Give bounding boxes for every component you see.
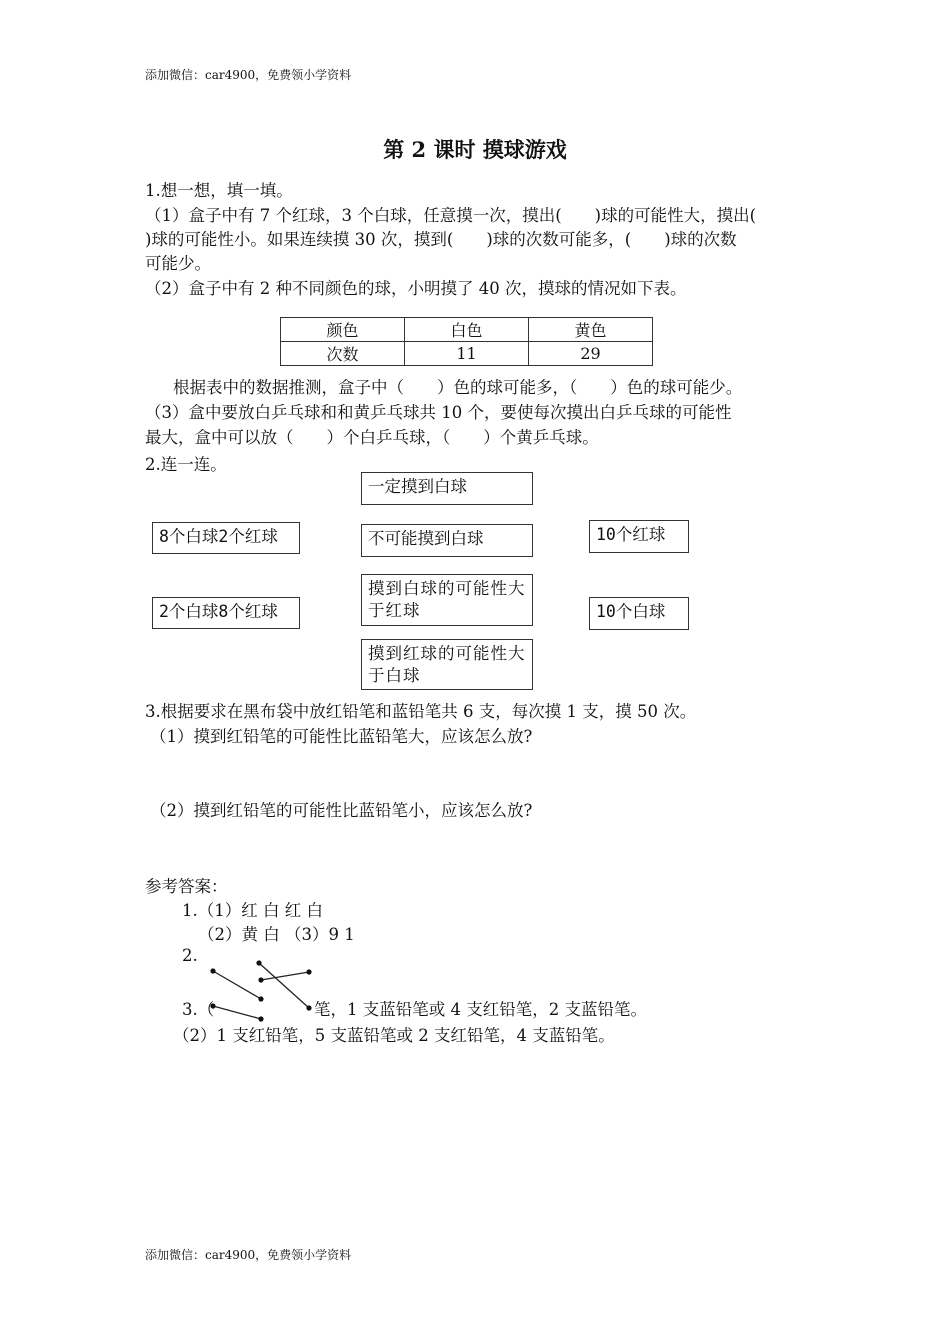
- q3-part1: （1）摸到红铅笔的可能性比蓝铅笔大，应该怎么放?: [150, 727, 533, 746]
- match-line: [213, 971, 261, 999]
- q1-part2-inference: 根据表中的数据推测，盒子中（ ）色的球可能多，（ ）色的球可能少。: [173, 378, 743, 397]
- frequency-table: [280, 317, 653, 366]
- match-box-red-more-likely: 摸到红球的可能性大于白球: [361, 639, 533, 690]
- match-dot: [258, 1016, 263, 1021]
- page-title: 第 2 课时 摸球游戏: [383, 137, 567, 162]
- match-dot: [306, 969, 311, 974]
- table-header-cell: 白色: [405, 318, 529, 342]
- table-cell: 11: [405, 342, 529, 366]
- q3-part2: （2）摸到红铅笔的可能性比蓝铅笔小，应该怎么放?: [150, 801, 533, 820]
- match-box-impossible-white: 不可能摸到白球: [361, 524, 533, 557]
- q3-heading: 3.根据要求在黑布袋中放红铅笔和蓝铅笔共 6 支，每次摸 1 支，摸 50 次。: [145, 702, 697, 721]
- q1-part3-line2: 最大，盒中可以放（ ）个白乒乓球，（ ）个黄乒乓球。: [145, 428, 599, 447]
- answer-1-line1: 1.（1）红 白 红 白: [182, 901, 323, 920]
- page-header: 添加微信：car4900，免费领小学资料: [145, 68, 352, 82]
- match-dot: [258, 996, 263, 1001]
- table-header-cell: 黄色: [529, 318, 653, 342]
- table-row: [281, 342, 653, 366]
- answer-1-line2: （2）黄 白 （3）9 1: [198, 925, 355, 944]
- q1-part1-line3: 可能少。: [145, 254, 211, 273]
- answer-2-label: 2.: [182, 946, 198, 965]
- table-cell: 29: [529, 342, 653, 366]
- match-box-8white-2red: 8个白球2个红球: [152, 522, 300, 554]
- q1-part1-line1: （1）盒子中有 7 个红球，3 个白球，任意摸一次，摸出( )球的可能性大，摸出(: [145, 206, 757, 225]
- match-line: [261, 972, 309, 980]
- page-footer: 添加微信：car4900，免费领小学资料: [145, 1248, 352, 1262]
- answer-3-line1: 笔，1 支蓝铅笔或 4 支红铅笔，2 支蓝铅笔。: [314, 1000, 647, 1019]
- answer-2-matching-lines: [200, 952, 320, 1027]
- match-box-2white-8red: 2个白球8个红球: [152, 597, 300, 629]
- match-dot: [306, 1005, 311, 1010]
- match-dot: [210, 968, 215, 973]
- match-box-10white: 10个白球: [589, 597, 689, 630]
- match-line: [213, 1006, 261, 1019]
- answer-3-line2: （2）1 支红铅笔，5 支蓝铅笔或 2 支红铅笔，4 支蓝铅笔。: [173, 1026, 615, 1045]
- match-box-10red: 10个红球: [589, 520, 689, 553]
- match-line: [259, 963, 309, 1008]
- match-box-white-more-likely: 摸到白球的可能性大于红球: [361, 574, 533, 626]
- table-header-row: [281, 318, 653, 342]
- q1-part2: （2）盒子中有 2 种不同颜色的球，小明摸了 40 次，摸球的情况如下表。: [145, 279, 687, 298]
- q1-part3-line1: （3）盒中要放白乒乓球和和黄乒乓球共 10 个，要使每次摸出白乒乓球的可能性: [145, 403, 732, 422]
- answers-heading: 参考答案：: [145, 877, 228, 896]
- match-dot: [256, 960, 261, 965]
- table-header-cell: 颜色: [281, 318, 405, 342]
- answer-3-start: 3.（: [182, 1000, 215, 1019]
- match-box-certain-white: 一定摸到白球: [361, 472, 533, 505]
- q2-heading: 2.连一连。: [145, 455, 227, 474]
- table-cell: 次数: [281, 342, 405, 366]
- match-dot: [258, 977, 263, 982]
- q1-heading: 1.想一想，填一填。: [145, 181, 293, 200]
- q1-part1-line2: )球的可能性小。如果连续摸 30 次，摸到( )球的次数可能多，( )球的次数: [145, 230, 737, 249]
